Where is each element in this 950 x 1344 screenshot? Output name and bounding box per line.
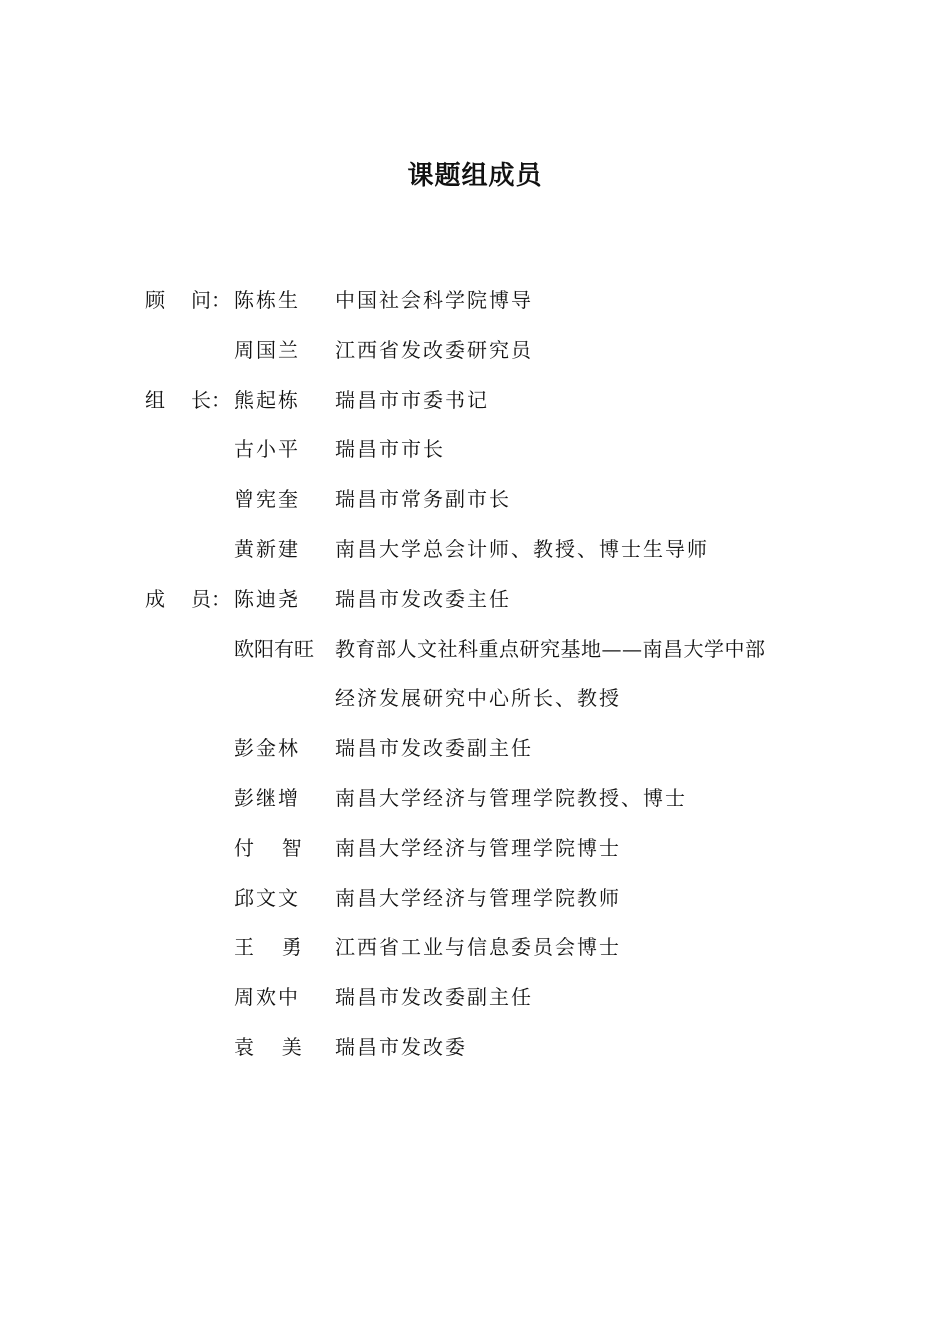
- role-label-b: 员：: [191, 586, 231, 611]
- list-item: [0, 1027, 950, 1077]
- member-name: 彭继增: [234, 785, 300, 810]
- member-title: 瑞昌市市长: [335, 437, 445, 462]
- member-title: 南昌大学经济与管理学院教授、博士: [335, 785, 687, 810]
- list-item: [0, 778, 950, 828]
- member-title: 江西省发改委研究员: [335, 337, 533, 362]
- list-item: [0, 728, 950, 778]
- member-name: 彭金林: [234, 736, 300, 761]
- list-item: [0, 579, 950, 629]
- list-item: [0, 479, 950, 529]
- member-name: 周欢中: [234, 985, 300, 1010]
- member-title: 江西省工业与信息委员会博士: [335, 935, 621, 960]
- member-list: [0, 280, 950, 1077]
- role-label-a: 顾: [145, 288, 165, 312]
- member-title: 瑞昌市发改委副主任: [335, 985, 533, 1010]
- member-title: 经济发展研究中心所长、教授: [335, 686, 621, 711]
- role-label-a: 组: [145, 387, 165, 412]
- member-name: 陈迪尧: [234, 586, 300, 611]
- member-name: 邱文文: [234, 885, 300, 910]
- list-item: [0, 529, 950, 579]
- member-title: 中国社会科学院博导: [335, 288, 533, 312]
- list-item: [0, 380, 950, 430]
- member-name: 陈栋生: [234, 288, 300, 312]
- role-label-b: 长：: [191, 387, 231, 412]
- member-title: 南昌大学总会计师、教授、博士生导师: [335, 536, 709, 561]
- member-title: 瑞昌市发改委主任: [335, 586, 511, 611]
- list-item: [0, 330, 950, 380]
- list-item: [0, 828, 950, 878]
- list-item: [0, 280, 950, 330]
- member-title: 南昌大学经济与管理学院博士: [335, 835, 621, 860]
- member-name: 曾宪奎: [234, 487, 300, 512]
- member-name: 袁 美: [234, 1034, 307, 1059]
- member-name: 黄新建: [234, 536, 300, 561]
- member-name: 古小平: [234, 437, 300, 462]
- list-item: [0, 429, 950, 479]
- member-name: 周国兰: [234, 337, 300, 362]
- member-name: 付 智: [234, 835, 307, 860]
- member-title: 瑞昌市发改委副主任: [335, 736, 533, 761]
- role-label-a: 成: [145, 586, 165, 611]
- member-title: 瑞昌市发改委: [335, 1034, 467, 1059]
- role-label-b: 问：: [191, 288, 231, 312]
- list-item: [0, 878, 950, 928]
- list-item: [0, 678, 950, 728]
- list-item: [0, 977, 950, 1027]
- member-name: 欧阳有旺: [234, 636, 314, 661]
- member-name: 熊起栋: [234, 387, 300, 412]
- list-item: [0, 927, 950, 977]
- member-title: 瑞昌市市委书记: [335, 387, 489, 412]
- member-name: 王 勇: [234, 935, 307, 960]
- list-item: [0, 629, 950, 679]
- page-title: 课题组成员: [407, 161, 543, 191]
- member-title: 南昌大学经济与管理学院教师: [335, 885, 621, 910]
- member-title: 教育部人文社科重点研究基地——南昌大学中部: [335, 636, 766, 661]
- member-title: 瑞昌市常务副市长: [335, 487, 511, 512]
